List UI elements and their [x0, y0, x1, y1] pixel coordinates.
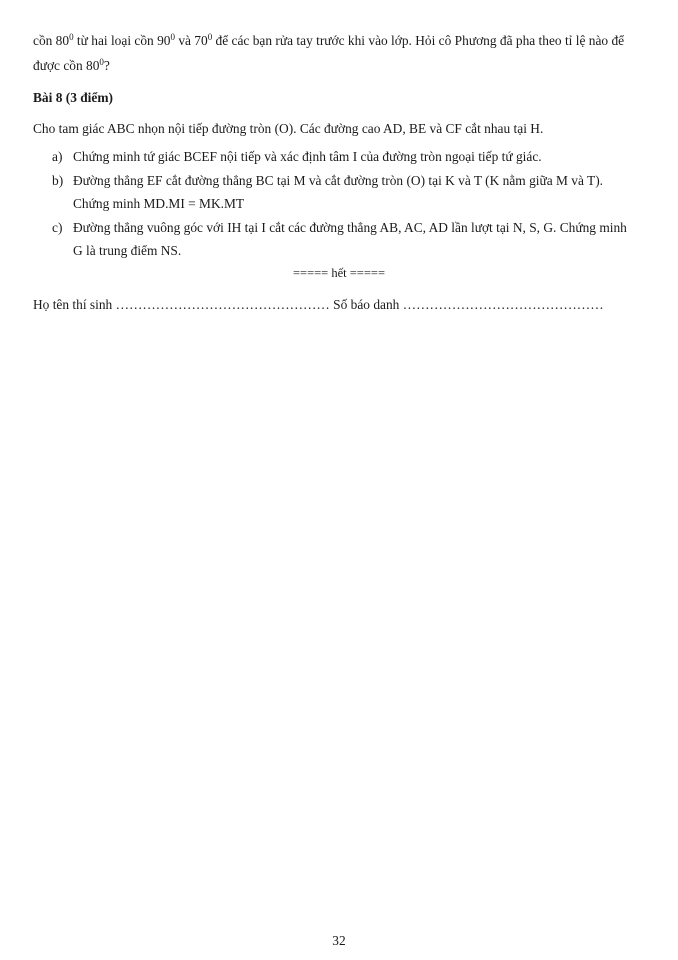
item-b-line-1: Đường thẳng EF cắt đường thẳng BC tại M và cắt đường tròn (O) tại K và T (K nằm giữa M và T).	[73, 173, 604, 188]
degree-superscript: 0	[69, 32, 74, 42]
item-a-label: a)	[52, 149, 63, 164]
item-c-line-2: G là trung điểm NS.	[73, 243, 182, 258]
intro-line-1	[33, 33, 624, 49]
item-c-line-1: Đường thẳng vuông góc với IH tại I cắt các đường thẳng AB, AC, AD lần lượt tại N, S, G. Chứng minh	[73, 220, 627, 235]
intro-text: cồn 80	[33, 33, 70, 48]
intro-text: để các bạn rửa tay trước khi vào lớp. Hỏi cô Phương đã pha theo tỉ lệ nào để	[212, 33, 625, 48]
problem-title: Bài 8 (3 điểm)	[33, 90, 113, 105]
intro-line-2	[33, 58, 110, 74]
page-number: 32	[332, 933, 346, 948]
item-c-label: c)	[52, 220, 63, 235]
degree-superscript: 0	[170, 32, 175, 42]
item-b-line-2: Chứng minh MD.MI = MK.MT	[73, 196, 245, 211]
item-a-line-1: Chứng minh tứ giác BCEF nội tiếp và xác định tâm I của đường tròn ngoại tiếp tứ giác.	[73, 149, 542, 164]
degree-superscript: 0	[99, 57, 104, 67]
intro-text: được cồn 80	[33, 58, 100, 73]
intro-text: và 70	[174, 33, 208, 48]
problem-statement: Cho tam giác ABC nhọn nội tiếp đường tròn (O). Các đường cao AD, BE và CF cắt nhau tại H.	[33, 121, 544, 136]
item-b-label: b)	[52, 173, 64, 188]
end-mark: ===== hết =====	[292, 266, 386, 280]
intro-text: ?	[103, 58, 110, 73]
degree-superscript: 0	[207, 32, 213, 42]
candidate-info-line: Họ tên thí sinh ………………………………………… Số báo danh ………………………………………	[33, 297, 604, 312]
intro-text: từ hai loại cồn 90	[73, 33, 171, 48]
